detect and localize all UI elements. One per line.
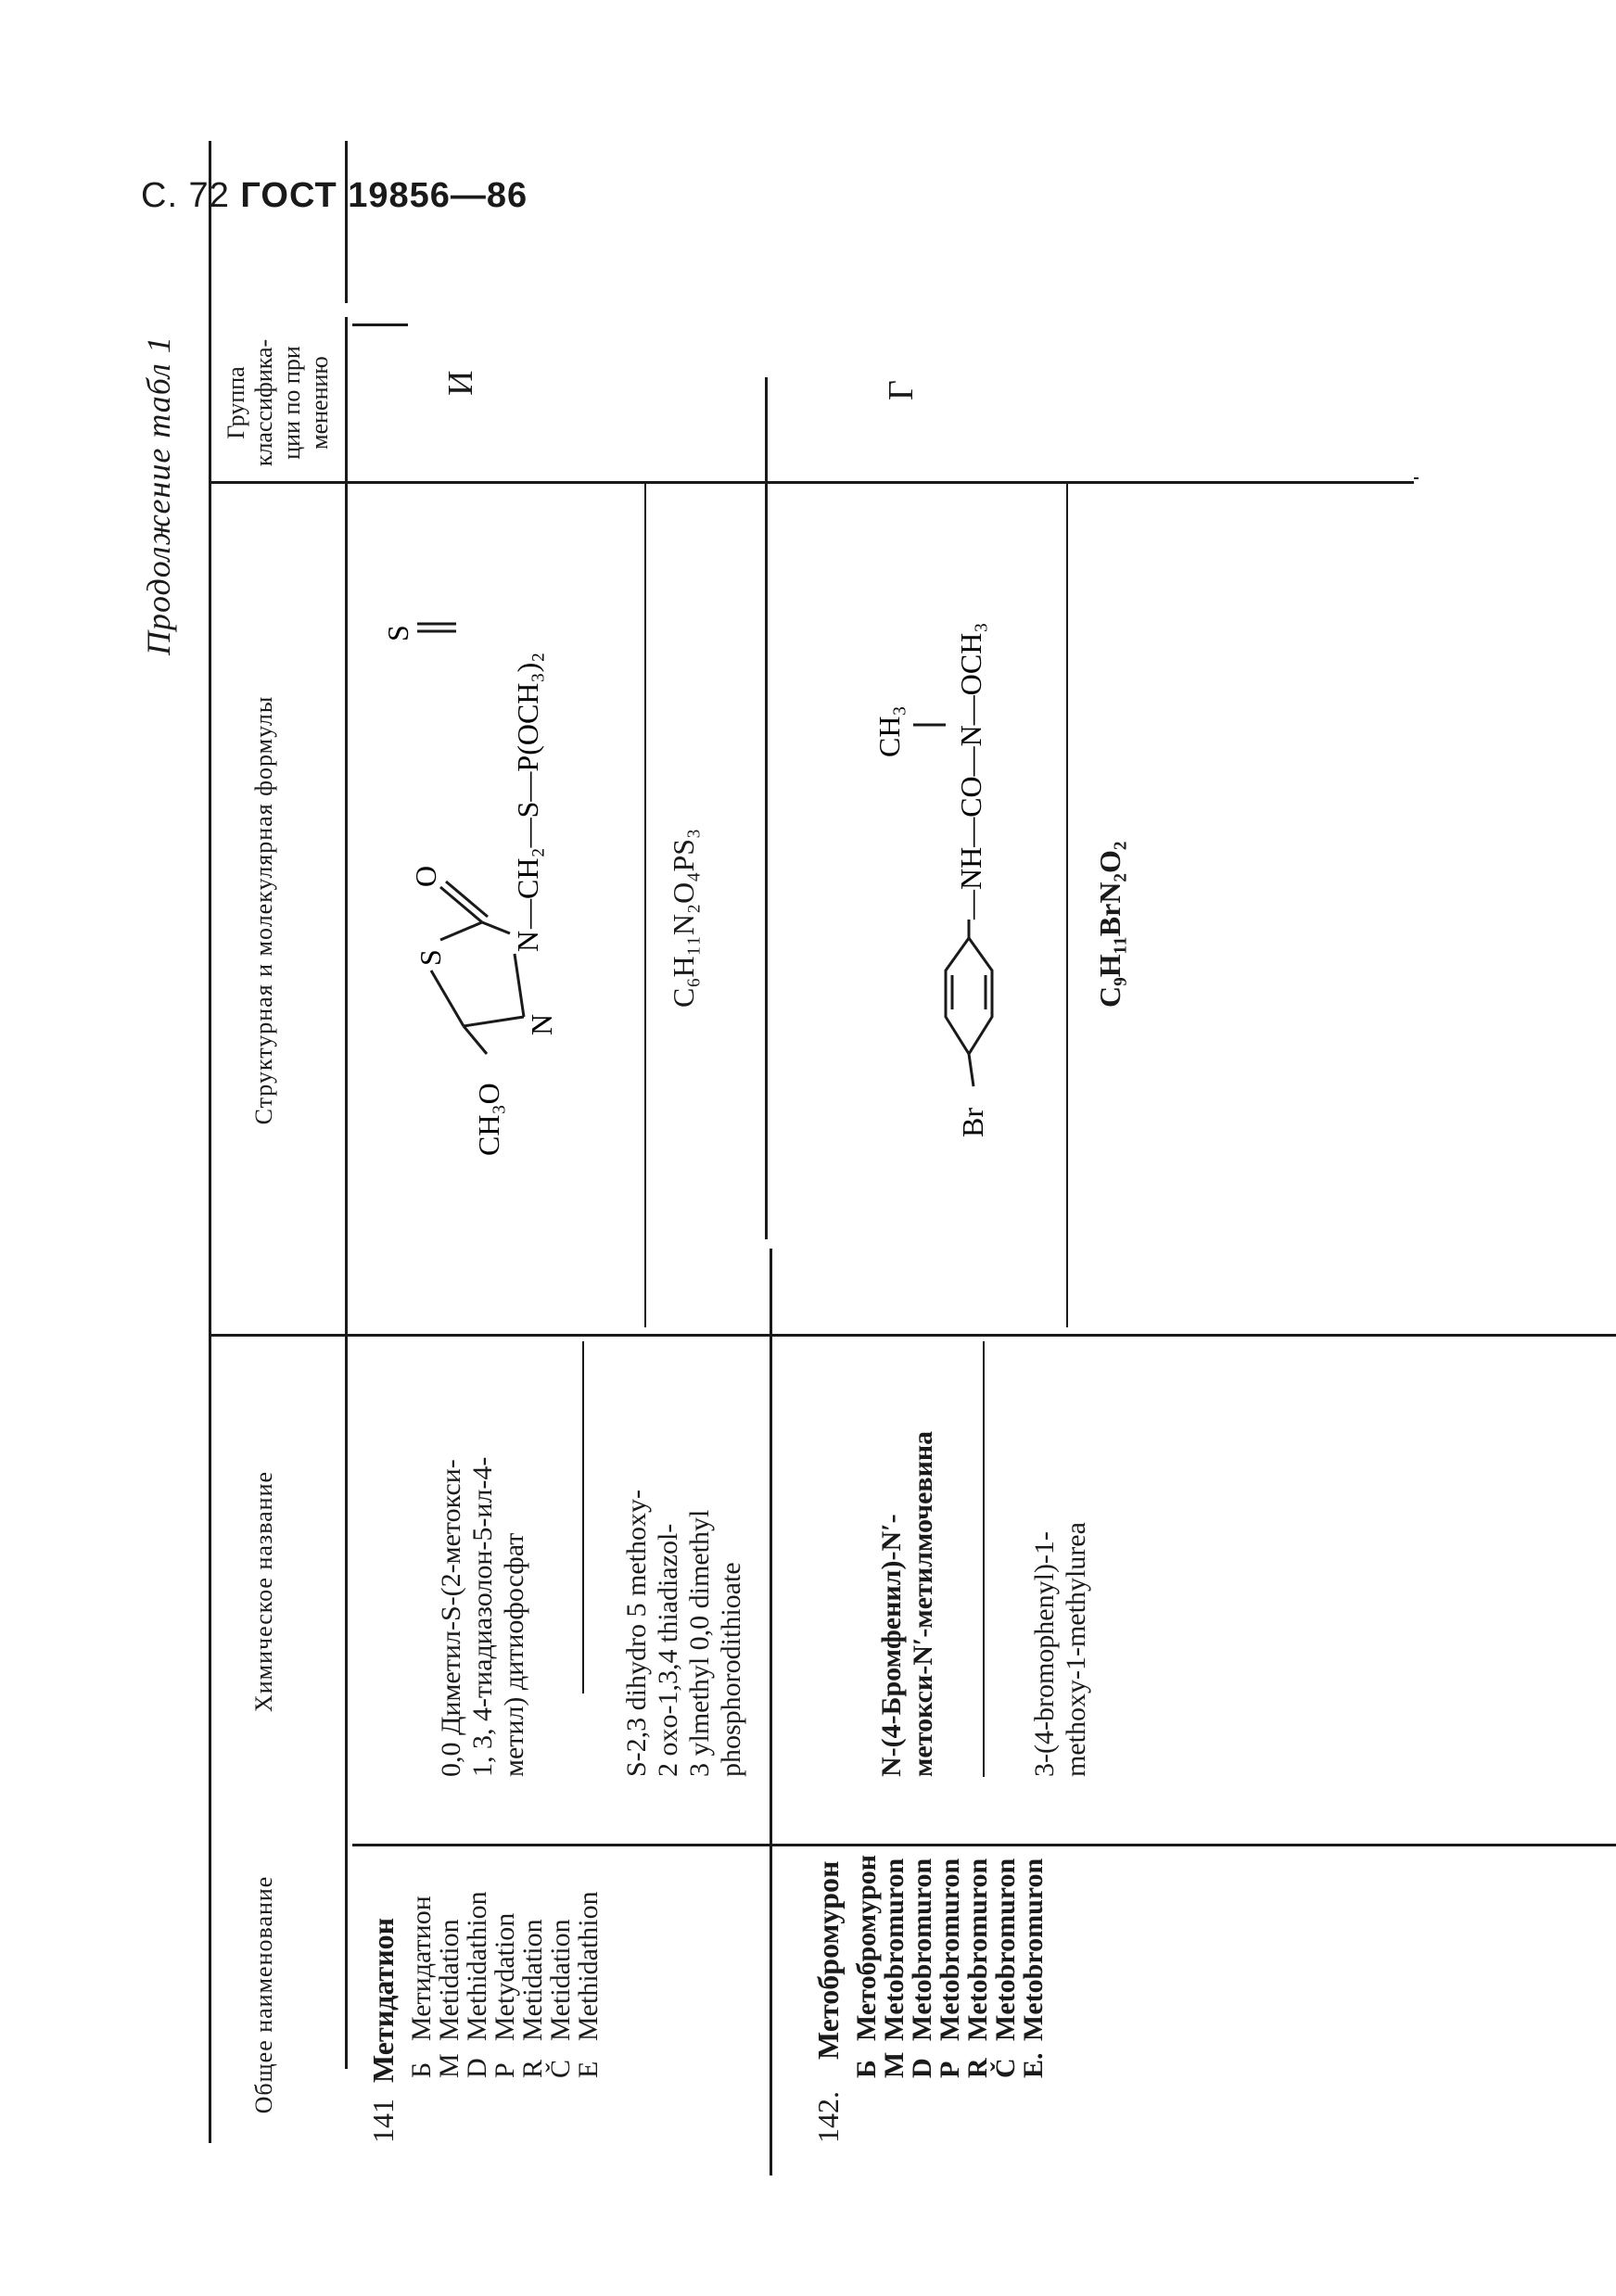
header-common-name: Общее наименование (250, 1875, 277, 2114)
synonym: Metobromuron (879, 1858, 910, 2041)
header-group (223, 322, 334, 484)
header-group-line: Группа (223, 366, 249, 439)
list-item (881, 1846, 909, 2078)
chain-label: —CH₂—S—P(OCH₃)₂ (511, 652, 544, 929)
lang-code: D (462, 2058, 492, 2078)
chemical-name-ru (876, 1341, 939, 1777)
header-bottom-rule-left (345, 317, 348, 2069)
chemical-name-ru (436, 1341, 530, 1777)
list-item (909, 1846, 936, 2078)
ring-s-label: S (414, 949, 447, 966)
rule-stub (1414, 477, 1419, 479)
list-item (936, 1846, 964, 2078)
lang-code: М (879, 2051, 910, 2078)
synonym-list (408, 1846, 603, 2078)
synonym: Metobromuron (990, 1858, 1021, 2041)
list-item (464, 1846, 491, 2078)
lang-code: R (962, 2058, 993, 2078)
sub-rule-formula-1 (644, 484, 646, 1327)
sub-rule-chem-1 (582, 1341, 584, 1693)
list-item (575, 1846, 603, 2078)
lang-code: E (573, 2061, 604, 2078)
synonym: Methidathion (462, 1891, 492, 2041)
list-item (491, 1846, 519, 2078)
synonym: Метобромурон (851, 1854, 882, 2041)
synonym: Metobromuron (935, 1858, 965, 2041)
text-line: 0,0 Диметил-S-(2-метокси- (436, 1459, 466, 1777)
standard-code: ГОСТ 19856—86 (240, 176, 528, 215)
table-top-rule (209, 141, 211, 2143)
header-formula: Структурная и молекулярная формулы (250, 695, 277, 1125)
synonym: Метидатион (406, 1896, 437, 2041)
continuation-caption: Продолжение табл 1 (140, 336, 177, 655)
list-item (853, 1846, 881, 2078)
synonym: Metidation (517, 1919, 548, 2041)
header-bottom-rule-right (345, 141, 348, 303)
text-line: метокси-N′-метилмочевина (908, 1430, 938, 1777)
rule-header-edge (352, 323, 408, 326)
lang-code: E. (1018, 2052, 1049, 2078)
text-line: N-(4-Бромфенил)-N′- (876, 1514, 907, 1777)
text-line: methoxy-1-methylurea (1061, 1522, 1091, 1777)
sub-rule-formula-2 (1066, 484, 1068, 1327)
group-code: Г (882, 380, 921, 400)
header-group-line: ции по при (278, 346, 305, 460)
row-common-name: Метидатион (366, 1917, 400, 2083)
ring-n-right-label: N (511, 930, 544, 952)
text-line: метил) дитиофосфат (499, 1532, 529, 1777)
text-line: S-2,3 dihydro 5 methoxy- (621, 1490, 652, 1777)
lang-code: P (490, 2062, 520, 2078)
molecular-formula: C₆H₁₁N₂O₄PS₃ (667, 828, 700, 1008)
row-number: 141 (366, 2099, 400, 2143)
list-item (547, 1846, 575, 2078)
list-item (1020, 1846, 1048, 2078)
rule-chem-formula (209, 1334, 1616, 1337)
synonym: Metidation (545, 1919, 576, 2041)
methyl-label: CH₃ (872, 705, 906, 757)
ring-n-left-label: N (525, 1013, 558, 1035)
row-separator-left (770, 1249, 772, 2175)
lang-code: М (434, 2053, 464, 2078)
synonym: Methidathion (573, 1891, 604, 2041)
molecular-formula: C₉H₁₁BrN₂O₂ (1093, 841, 1126, 1008)
synonym: Metobromuron (962, 1858, 993, 2041)
structure-diagram-metobromuron (797, 498, 1038, 1147)
lang-code: Б (851, 2060, 882, 2078)
lang-code: Č (990, 2058, 1021, 2078)
text-line: 2 oxo-1,3,4 thiadiazol- (653, 1523, 683, 1777)
list-item (992, 1846, 1020, 2078)
br-label: Br (956, 1108, 989, 1137)
group-code: И (441, 370, 480, 396)
header-group-line: классифика- (250, 338, 277, 467)
text-line: phosphorodithioate (716, 1562, 746, 1777)
chain-label: —NH—CO—N—OCH₃ (954, 622, 987, 920)
row-separator-right (765, 377, 768, 1239)
list-item (519, 1846, 547, 2078)
lang-code: Č (545, 2059, 576, 2078)
sub-rule-chem-2 (983, 1341, 985, 1777)
lang-code: Б (406, 2061, 437, 2078)
header-chemical-name: Химическое название (250, 1470, 277, 1713)
lang-code: D (907, 2058, 937, 2078)
thio-label: S (381, 625, 414, 641)
synonym-list (853, 1846, 1048, 2078)
list-item (436, 1846, 464, 2078)
synonym: Metidation (434, 1919, 464, 2041)
synonym: Metobromuron (907, 1858, 937, 2041)
text-line: 1, 3, 4-тиадиазолон-5-ил-4- (467, 1456, 498, 1777)
list-item (964, 1846, 992, 2078)
lang-code: P (935, 2061, 965, 2078)
synonym: Metobromuron (1018, 1858, 1049, 2041)
list-item (408, 1846, 436, 2078)
header-group-line: менению (306, 356, 333, 450)
text-line: 3-(4-bromophenyl)-1- (1029, 1531, 1060, 1777)
row-common-name: Метобромурон (811, 1860, 845, 2060)
chemical-name-en (621, 1341, 747, 1777)
structure-diagram-methidathion (352, 516, 630, 1165)
rule-formula-group (209, 481, 1414, 484)
page-number: С. 72 (141, 176, 230, 215)
lang-code: R (517, 2059, 548, 2078)
ch3o-label: CH₃O (472, 1083, 505, 1156)
row-number: 142. (811, 2091, 845, 2143)
oxo-label: O (409, 865, 442, 887)
synonym: Metydation (490, 1912, 520, 2041)
text-line: 3 ylmethyl 0,0 dimethyl (684, 1509, 715, 1777)
chemical-name-en (1029, 1341, 1092, 1777)
